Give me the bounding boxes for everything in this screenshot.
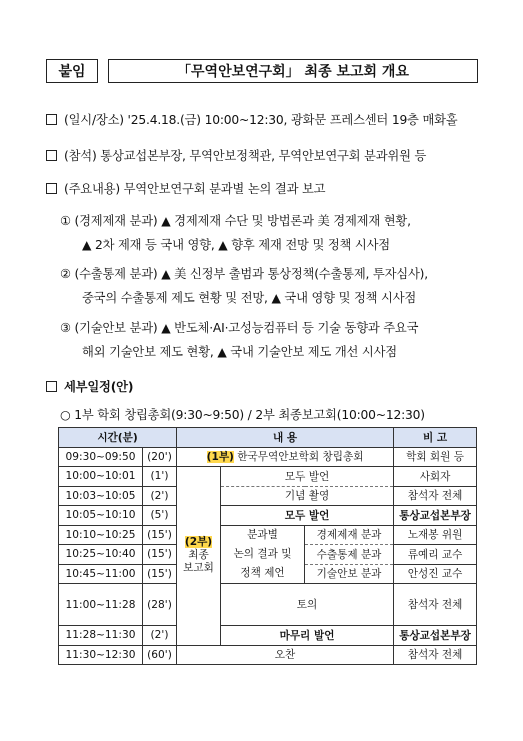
attachment-tag: 붙임 bbox=[46, 59, 98, 83]
bullet-text: (참석) 통상교섭본부장, 무역안보정책관, 무역안보연구회 분과위원 등 bbox=[64, 149, 427, 163]
header-time: 시간(분) bbox=[59, 428, 177, 448]
group-label: 분과별 bbox=[247, 528, 278, 541]
note-cell: 통상교섭본부장 bbox=[394, 626, 477, 646]
checkbox-icon bbox=[46, 183, 57, 194]
sub-item-1-line1: ① (경제제재 분과) ▲ 경제제재 수단 및 방법론과 美 경제제재 현황, bbox=[60, 214, 411, 228]
group-label-cell bbox=[221, 525, 305, 584]
table-row bbox=[59, 525, 477, 545]
time-cell: 10:03~10:05 bbox=[59, 486, 143, 506]
schedule-heading bbox=[46, 377, 133, 395]
header-note: 비 고 bbox=[394, 428, 477, 448]
schedule-table bbox=[58, 427, 477, 665]
duration-cell: (1') bbox=[143, 467, 177, 487]
bullet-text: (일시/장소) '25.4.18.(금) 10:00~12:30, 광화문 프레스센터 19층 매화홀 bbox=[64, 113, 458, 127]
table-row bbox=[59, 645, 477, 665]
time-cell: 11:28~11:30 bbox=[59, 626, 143, 646]
content-cell: 마무리 발언 bbox=[221, 626, 394, 646]
part2-badge: (2부) bbox=[184, 536, 213, 549]
duration-cell: (60') bbox=[143, 645, 177, 665]
content-cell: 수출통제 분과 bbox=[305, 545, 394, 565]
note-cell: 통상교섭본부장 bbox=[394, 506, 477, 526]
note-cell: 참석자 전체 bbox=[394, 486, 477, 506]
checkbox-icon bbox=[46, 114, 57, 125]
bullet-text: (주요내용) 무역안보연구회 분과별 논의 결과 보고 bbox=[64, 182, 326, 196]
note-cell: 학회 회원 등 bbox=[394, 447, 477, 467]
sub-item-3-line1: ③ (기술안보 분과) ▲ 반도체·AI·고성능컴퓨터 등 기술 동향과 주요국 bbox=[60, 321, 419, 335]
duration-cell: (20') bbox=[143, 447, 177, 467]
content-cell: 모두 발언 bbox=[221, 467, 394, 487]
part1-text: 한국무역안보학회 창립총회 bbox=[233, 451, 364, 464]
time-cell: 10:10~10:25 bbox=[59, 525, 143, 545]
group-label: 논의 결과 및 bbox=[233, 547, 292, 560]
note-cell: 노재봉 위원 bbox=[394, 525, 477, 545]
note-cell: 참석자 전체 bbox=[394, 645, 477, 665]
content-cell: 오찬 bbox=[177, 645, 394, 665]
table-row bbox=[59, 467, 477, 487]
note-cell: 사회자 bbox=[394, 467, 477, 487]
part1-badge: (1부) bbox=[206, 451, 234, 464]
schedule-subheading: ○ 1부 학회 창립총회(9:30~9:50) / 2부 최종보고회(10:00~12:30) bbox=[60, 408, 425, 422]
table-header-row bbox=[59, 428, 477, 448]
table-row bbox=[59, 584, 477, 626]
duration-cell: (15') bbox=[143, 525, 177, 545]
content-cell: 토의 bbox=[221, 584, 394, 626]
time-cell: 11:00~11:28 bbox=[59, 584, 143, 626]
bullet-attendees bbox=[46, 146, 426, 164]
sub-item-2-line2: 중국의 수출통제 제도 현황 및 전망, ▲ 국내 영향 및 정책 시사점 bbox=[82, 291, 417, 305]
duration-cell: (2') bbox=[143, 626, 177, 646]
duration-cell: (5') bbox=[143, 506, 177, 526]
duration-cell: (28') bbox=[143, 584, 177, 626]
time-cell: 10:00~10:01 bbox=[59, 467, 143, 487]
bullet-main-content bbox=[46, 179, 325, 197]
content-cell: 경제제재 분과 bbox=[305, 525, 394, 545]
table-row bbox=[59, 447, 477, 467]
time-cell: 10:25~10:40 bbox=[59, 545, 143, 565]
duration-cell: (15') bbox=[143, 545, 177, 565]
page-title: 「무역안보연구회」 최종 보고회 개요 bbox=[108, 59, 478, 83]
header-content: 내 용 bbox=[177, 428, 394, 448]
note-cell: 안성진 교수 bbox=[394, 564, 477, 584]
time-cell: 09:30~09:50 bbox=[59, 447, 143, 467]
table-row bbox=[59, 506, 477, 526]
note-cell: 참석자 전체 bbox=[394, 584, 477, 626]
sub-item-3-line2: 해외 기술안보 제도 현황, ▲ 국내 기술안보 제도 개선 시사점 bbox=[82, 345, 397, 359]
content-cell: 모두 발언 bbox=[221, 506, 394, 526]
content-cell bbox=[177, 447, 394, 467]
part2-text: 최종 bbox=[188, 549, 209, 562]
bullet-date-place bbox=[46, 110, 458, 128]
table-row bbox=[59, 486, 477, 506]
sub-item-2-line1: ② (수출통제 분과) ▲ 美 신정부 출범과 통상정책(수출통제, 투자심사), bbox=[60, 267, 428, 281]
note-cell: 류예리 교수 bbox=[394, 545, 477, 565]
content-cell: 기념 촬영 bbox=[221, 486, 394, 506]
time-cell: 10:45~11:00 bbox=[59, 564, 143, 584]
schedule-title: 세부일정(안) bbox=[64, 380, 134, 394]
table-row bbox=[59, 626, 477, 646]
sub-item-1-line2: ▲ 2차 제재 등 국내 영향, ▲ 향후 제재 전망 및 정책 시사점 bbox=[82, 238, 390, 252]
content-cell: 기술안보 분과 bbox=[305, 564, 394, 584]
part2-cell bbox=[177, 467, 221, 646]
time-cell: 10:05~10:10 bbox=[59, 506, 143, 526]
duration-cell: (15') bbox=[143, 564, 177, 584]
time-cell: 11:30~12:30 bbox=[59, 645, 143, 665]
checkbox-icon bbox=[46, 381, 57, 392]
duration-cell: (2') bbox=[143, 486, 177, 506]
checkbox-icon bbox=[46, 150, 57, 161]
part2-text: 보고회 bbox=[183, 562, 214, 575]
group-label: 정책 제언 bbox=[240, 566, 285, 579]
